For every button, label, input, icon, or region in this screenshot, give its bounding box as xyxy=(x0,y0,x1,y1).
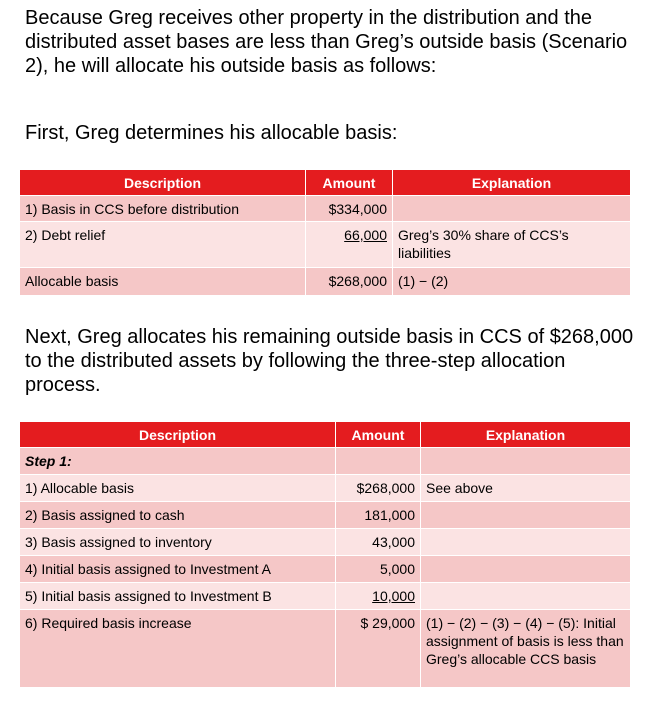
header-amount: Amount xyxy=(306,170,393,196)
row-description: 4) Initial basis assigned to Investment A xyxy=(20,556,336,583)
table-row xyxy=(20,529,631,556)
row-description: 2) Basis assigned to cash xyxy=(20,502,336,529)
step-label: Step 1: xyxy=(20,448,336,475)
table-row xyxy=(20,502,631,529)
row-explanation: (1) − (2) − (3) − (4) − (5): Initial assignment of basis is less than Greg’s allocable CCS basis xyxy=(421,610,631,688)
row-amount: 5,000 xyxy=(336,556,421,583)
table-row xyxy=(20,448,631,475)
row-amount: $268,000 xyxy=(336,475,421,502)
allocation-step-table xyxy=(19,421,631,688)
row-amount: 181,000 xyxy=(336,502,421,529)
table-row xyxy=(20,222,631,268)
header-amount: Amount xyxy=(336,422,421,448)
row-description: Allocable basis xyxy=(20,268,306,296)
row-explanation xyxy=(421,529,631,556)
row-description: 2) Debt relief xyxy=(20,222,306,268)
table-row xyxy=(20,196,631,222)
row-amount: 10,000 xyxy=(372,588,415,604)
header-description: Description xyxy=(20,422,336,448)
intro-paragraph: Because Greg receives other property in the distribution and the distributed asset bases are less than Greg’s outside basis (Scenario 2), he will allocate his outside basis as follows: xyxy=(25,7,628,77)
row-description: 1) Allocable basis xyxy=(20,475,336,502)
header-explanation: Explanation xyxy=(421,422,631,448)
header-explanation: Explanation xyxy=(393,170,631,196)
table-row xyxy=(20,556,631,583)
table-header-row xyxy=(20,422,631,448)
table-row xyxy=(20,583,631,610)
row-explanation xyxy=(421,583,631,610)
row-explanation xyxy=(421,556,631,583)
row-explanation xyxy=(393,196,631,222)
first-step-paragraph: First, Greg determines his allocable basis: xyxy=(25,122,398,144)
next-step-paragraph: Next, Greg allocates his remaining outside basis in CCS of $268,000 to the distributed assets by following the three-step allocation process. xyxy=(25,326,634,396)
header-description: Description xyxy=(20,170,306,196)
row-explanation: See above xyxy=(421,475,631,502)
allocable-basis-table xyxy=(19,169,631,296)
row-explanation: (1) − (2) xyxy=(393,268,631,296)
row-description: 5) Initial basis assigned to Investment B xyxy=(20,583,336,610)
row-amount: $ 29,000 xyxy=(336,610,421,688)
row-amount: $334,000 xyxy=(306,196,393,222)
row-explanation xyxy=(421,502,631,529)
table-row xyxy=(20,475,631,502)
row-amount: $268,000 xyxy=(306,268,393,296)
row-amount: 43,000 xyxy=(336,529,421,556)
table-row xyxy=(20,610,631,688)
row-explanation: Greg’s 30% share of CCS’s liabilities xyxy=(393,222,631,268)
table-row xyxy=(20,268,631,296)
row-description: 1) Basis in CCS before distribution xyxy=(20,196,306,222)
row-amount: 66,000 xyxy=(344,227,387,243)
table-header-row xyxy=(20,170,631,196)
row-description: 3) Basis assigned to inventory xyxy=(20,529,336,556)
row-description: 6) Required basis increase xyxy=(20,610,336,688)
